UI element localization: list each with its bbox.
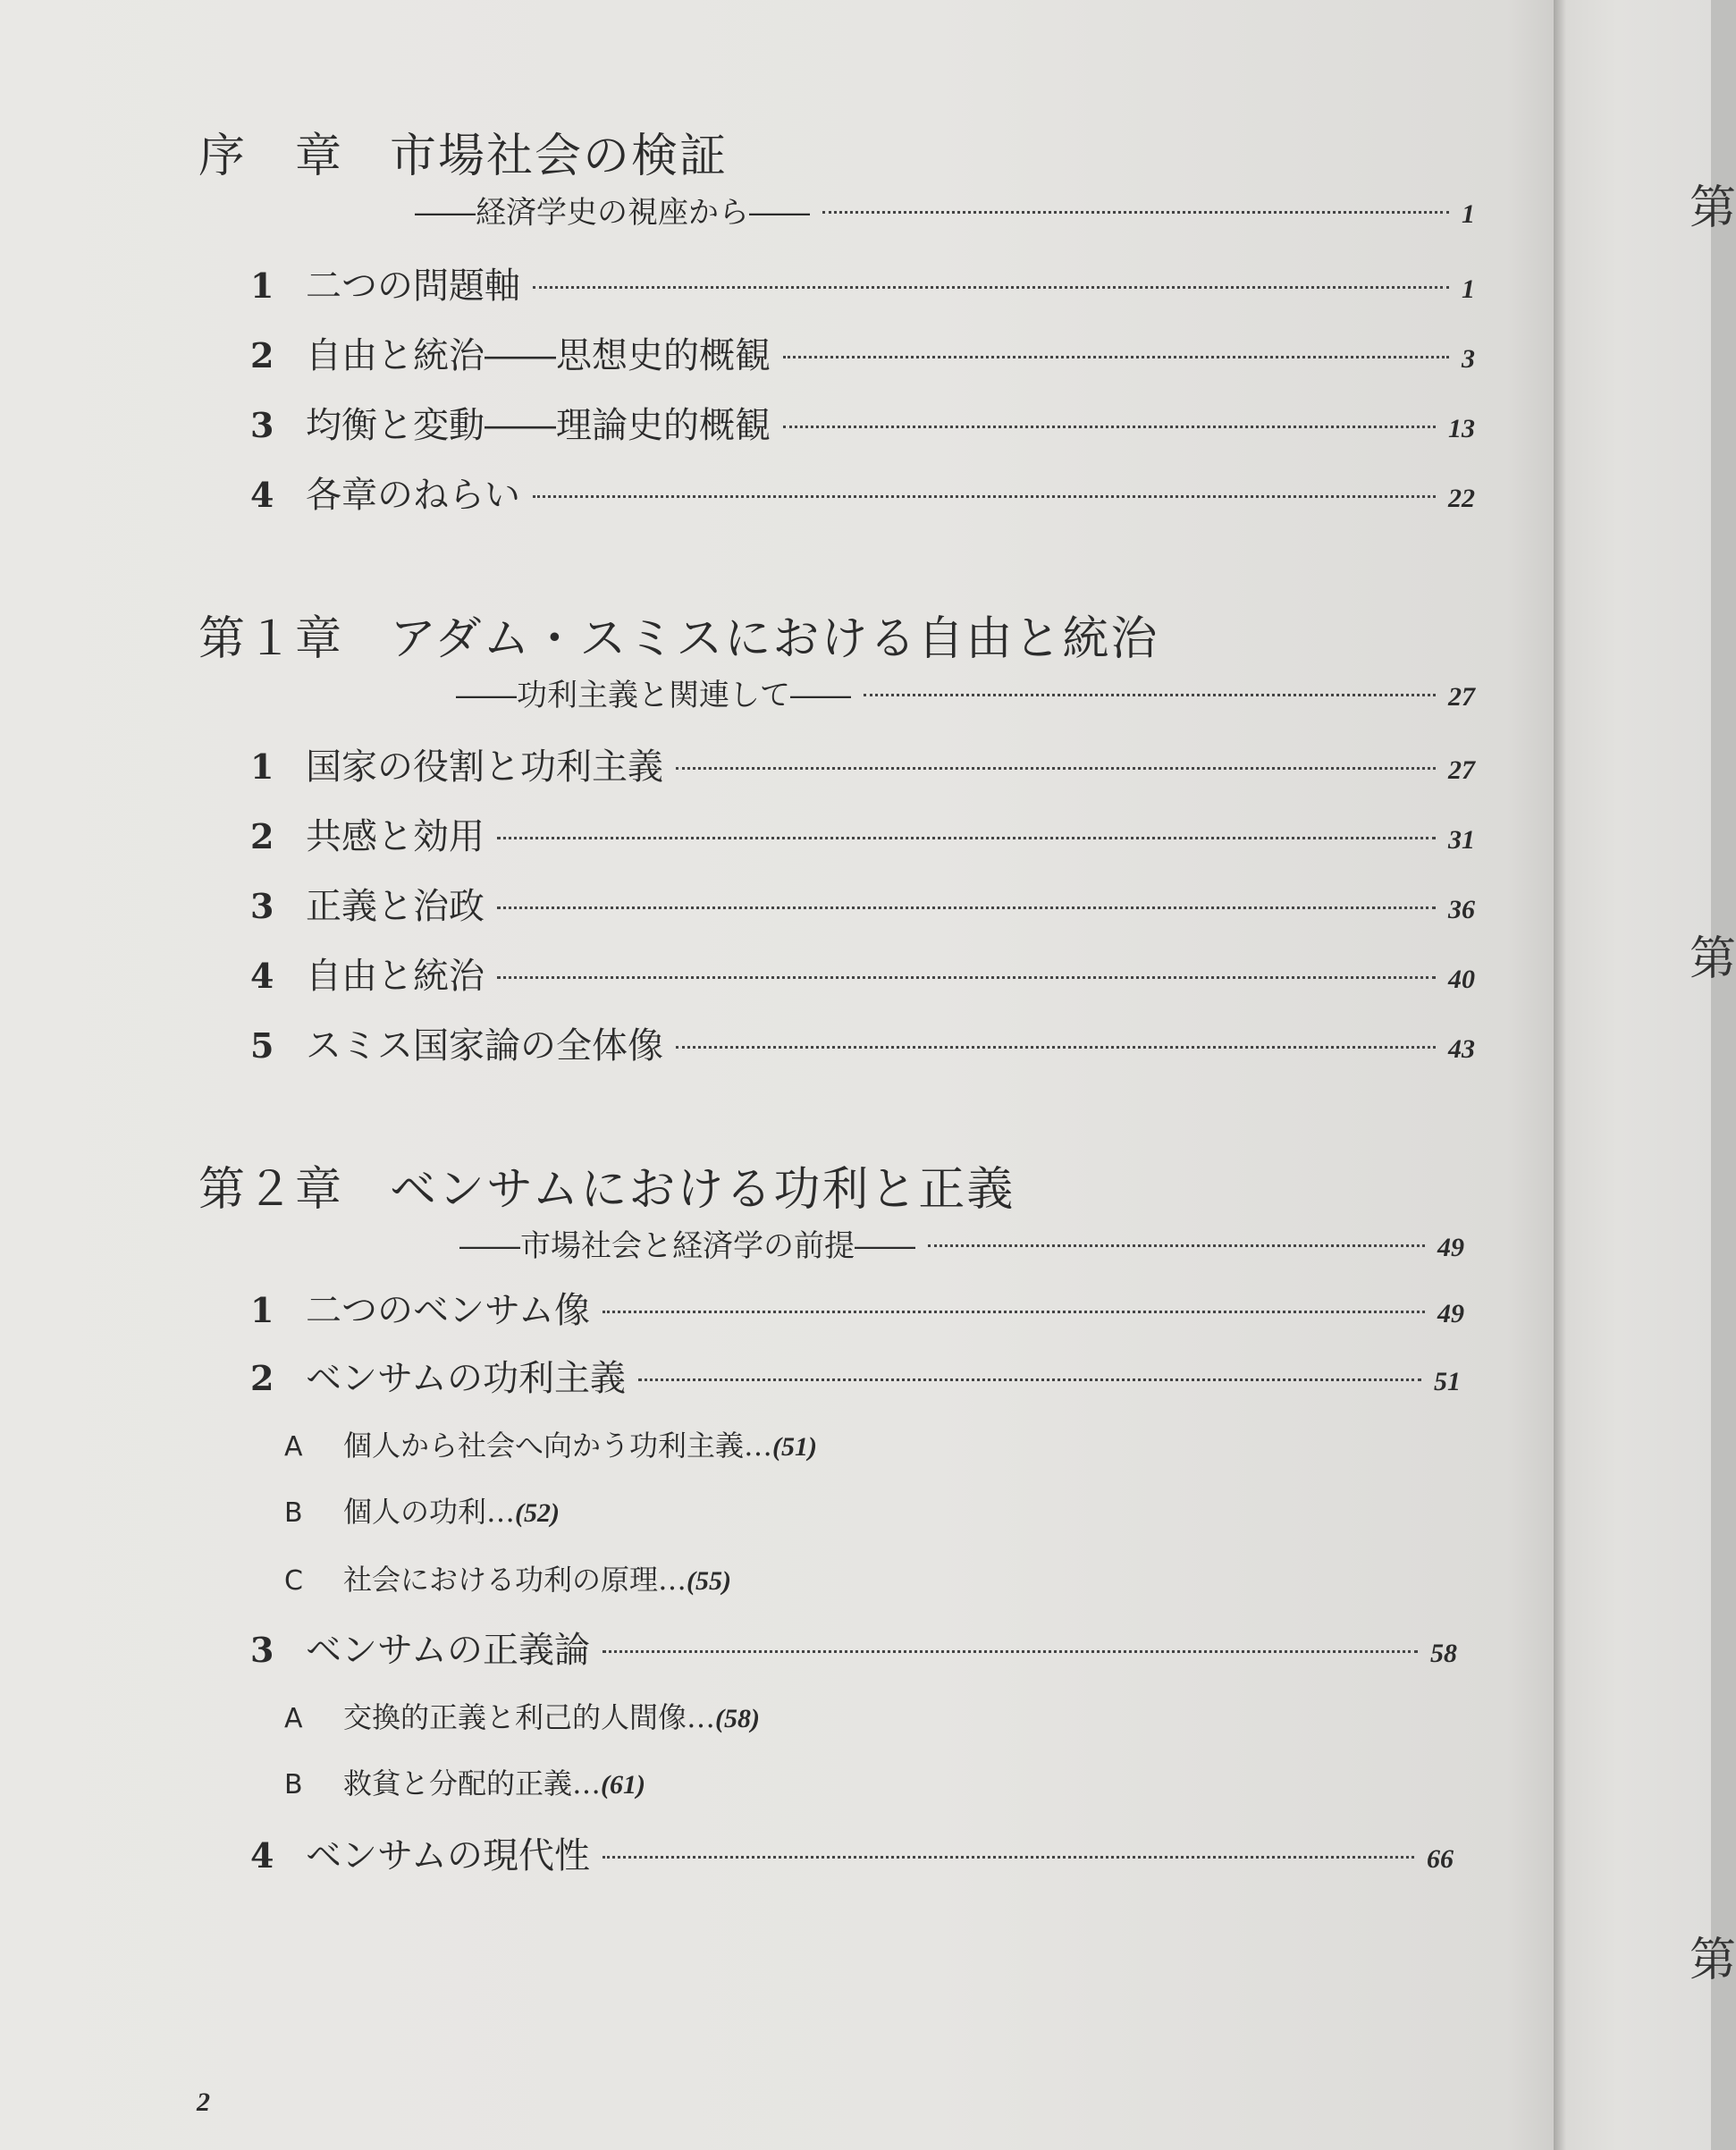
section-row (250, 257, 1475, 308)
subsection-title: 社会における功利の原理… (343, 1563, 687, 1597)
dot-leader (603, 1311, 1425, 1313)
adjacent-page-glyph: 第 (1690, 932, 1736, 986)
page-number: 13 (1448, 414, 1475, 443)
chapter-label: 第２章 (198, 1163, 344, 1217)
subsection-letter: A (284, 1431, 303, 1463)
adjacent-page-glyph: 第 (1690, 1934, 1736, 1987)
subsection-title: 交換的正義と利己的人間像… (343, 1700, 716, 1734)
chapter-subtitle-row (456, 670, 1475, 714)
subsection-row (284, 1489, 560, 1530)
section-number: 4 (250, 1835, 274, 1876)
section-title: ベンサムの功利主義 (306, 1358, 626, 1399)
section-number: 5 (250, 1025, 274, 1066)
page-number: 36 (1448, 895, 1475, 924)
chapter-heading (198, 601, 1159, 668)
dot-leader (497, 976, 1436, 979)
dot-leader (783, 356, 1449, 358)
section-title: 二つのベンサム像 (306, 1290, 590, 1331)
section-title: 自由と統治――思想史的概観 (306, 335, 771, 376)
section-title: 共感と効用 (306, 816, 485, 857)
chapter-heading (198, 118, 728, 185)
dot-leader (497, 837, 1436, 839)
section-number: 3 (250, 1630, 274, 1670)
subsection-title: 個人の功利… (343, 1495, 516, 1529)
chapter-label: 第１章 (198, 612, 344, 666)
subsection-row (284, 1761, 645, 1802)
page-number: 31 (1448, 825, 1475, 855)
dot-leader (638, 1379, 1421, 1381)
dot-leader (928, 1244, 1425, 1247)
page-number: 49 (1437, 1233, 1464, 1262)
chapter-title: アダム・スミスにおける自由と統治 (390, 612, 1159, 666)
chapter-heading (198, 1151, 1015, 1218)
section-title: 正義と治政 (306, 886, 485, 927)
chapter-label: 序 章 (198, 130, 344, 183)
section-row (250, 1282, 1464, 1333)
section-row (250, 327, 1475, 378)
section-number: 1 (250, 746, 274, 787)
page-number: 49 (1437, 1299, 1464, 1328)
dot-leader (676, 767, 1436, 770)
section-title: 国家の役割と功利主義 (306, 746, 663, 788)
page-number: (51) (772, 1432, 817, 1462)
chapter-title: 市場社会の検証 (390, 130, 729, 183)
page-number: 22 (1448, 484, 1475, 513)
dot-leader (676, 1046, 1436, 1049)
subsection-letter: B (284, 1769, 303, 1800)
subsection-letter: A (284, 1703, 303, 1734)
section-title: ベンサムの正義論 (306, 1630, 590, 1671)
section-row (250, 1350, 1461, 1401)
section-title: 各章のねらい (306, 475, 520, 516)
subsection-title: 救貧と分配的正義… (343, 1766, 602, 1800)
subsection-row (284, 1695, 760, 1736)
page-number: (55) (687, 1566, 731, 1596)
section-row (250, 1017, 1475, 1068)
page-number: 40 (1448, 965, 1475, 994)
section-row (250, 738, 1475, 789)
section-number: 2 (250, 1358, 274, 1398)
page-number: 1 (1462, 199, 1475, 229)
page-folio: 2 (197, 2087, 210, 2117)
page-number: 3 (1462, 344, 1475, 374)
section-number: 2 (250, 816, 274, 856)
chapter-subtitle: ――市場社会と経済学の前提―― (459, 1228, 915, 1264)
section-row (250, 878, 1475, 929)
section-number: 4 (250, 956, 274, 996)
dot-leader (603, 1856, 1414, 1859)
section-row (250, 467, 1475, 518)
dot-leader (497, 906, 1436, 909)
chapter-subtitle-row (459, 1221, 1464, 1265)
section-number: 1 (250, 1290, 274, 1330)
page-number: 27 (1448, 682, 1475, 712)
chapter-title: ベンサムにおける功利と正義 (390, 1163, 1015, 1217)
dot-leader (864, 694, 1436, 696)
subsection-row (284, 1557, 731, 1598)
adjacent-page-edge (1554, 0, 1736, 2150)
subsection-title: 個人から社会へ向かう功利主義… (343, 1429, 773, 1463)
dot-leader (603, 1650, 1418, 1653)
chapter-subtitle: ――功利主義と関連して―― (456, 678, 851, 713)
section-title: ベンサムの現代性 (306, 1835, 590, 1876)
page-number: 58 (1430, 1639, 1457, 1668)
adjacent-page-glyph: 第 (1690, 181, 1736, 235)
dot-leader (822, 211, 1449, 214)
page-number: (61) (601, 1770, 645, 1800)
section-title: 自由と統治 (306, 956, 485, 997)
chapter-subtitle-row (415, 188, 1475, 232)
section-number: 3 (250, 886, 274, 926)
page-number: 27 (1448, 755, 1475, 785)
section-number: 1 (250, 266, 274, 306)
section-number: 4 (250, 475, 274, 515)
page-number: 43 (1448, 1034, 1475, 1064)
dot-leader (533, 286, 1449, 289)
page-number: 51 (1434, 1367, 1461, 1396)
subsection-letter: C (284, 1565, 303, 1597)
section-row (250, 948, 1475, 999)
dot-leader (783, 426, 1436, 428)
section-title: 二つの問題軸 (306, 266, 520, 307)
section-row (250, 808, 1475, 859)
section-number: 3 (250, 405, 274, 445)
section-row (250, 1622, 1457, 1673)
section-row (250, 397, 1475, 448)
page-number: 1 (1462, 274, 1475, 304)
page-number: 66 (1427, 1844, 1454, 1874)
section-row (250, 1827, 1454, 1878)
dot-leader (533, 495, 1436, 498)
subsection-row (284, 1423, 817, 1464)
section-title: スミス国家論の全体像 (306, 1025, 663, 1067)
section-number: 2 (250, 335, 274, 375)
section-title: 均衡と変動――理論史的概観 (306, 405, 771, 446)
page-number: (58) (715, 1704, 760, 1733)
subsection-letter: B (284, 1497, 303, 1529)
page-number: (52) (515, 1498, 560, 1528)
chapter-subtitle: ――経済学史の視座から―― (415, 195, 810, 231)
